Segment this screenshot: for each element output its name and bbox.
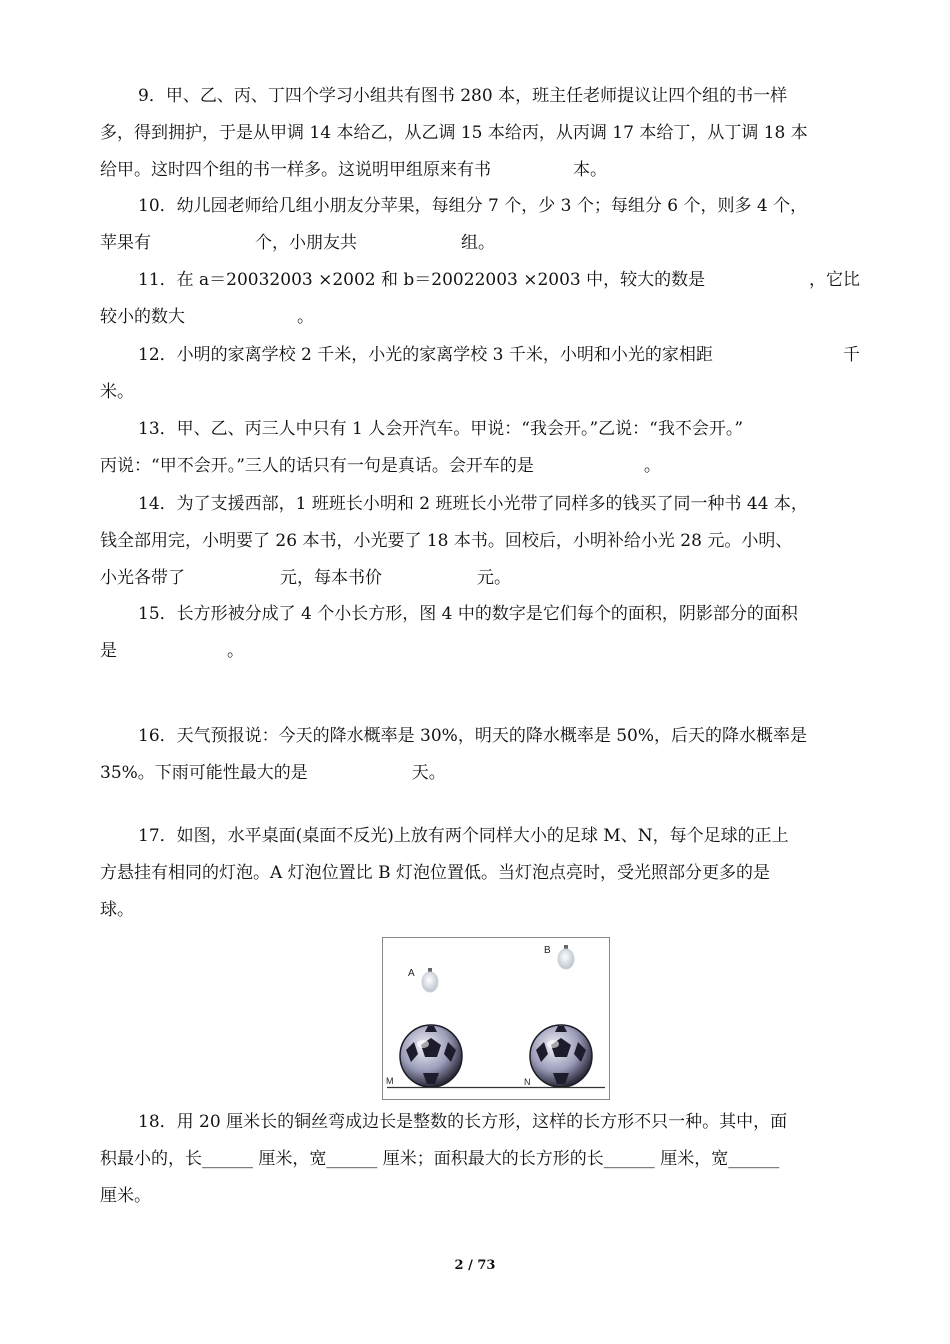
question-11 [100,262,860,336]
question-text: 10．幼儿园老师给几组小朋友分苹果，每组分 7 个，少 3 个；每组分 6 个，则多 4 个， [138,196,808,216]
question-text: 千 [843,345,860,365]
bulb-b-icon [558,945,574,969]
question-text: 。 [297,307,314,327]
question-14 [100,486,860,597]
question-text: 方悬挂有相同的灯泡。A 灯泡位置比 B 灯泡位置低。当灯泡点亮时，受光照部分更多的是 [100,863,770,883]
question-text: 9．甲、乙、丙、丁四个学习小组共有图书 280 本，班主任老师提议让四个组的书一样 [138,86,788,106]
question-text: 是 [100,641,117,661]
question-text: 。 [227,641,244,661]
bulb-b-label: B [544,945,551,956]
question-text: 给甲。这时四个组的书一样多。这说明甲组原来有书 [100,160,491,180]
question-text: 元。 [477,568,511,588]
question-text: 17．如图，水平桌面(桌面不反光)上放有两个同样大小的足球 M、N，每个足球的正上 [138,826,789,846]
question-text: 12．小明的家离学校 2 千米，小光的家离学校 3 千米，小明和小光的家相距 [138,345,713,365]
question-text: 米。 [100,382,134,402]
question-text: 组。 [461,233,495,253]
question-text: 本。 [573,160,607,180]
question-text: 钱全部用完，小明要了 26 本书，小光要了 18 本书。回校后，小明补给小光 28 元。小明、 [100,531,793,551]
soccer-ball-figure [382,937,610,1100]
question-text: 。 [643,456,661,476]
question-12 [100,337,860,411]
question-text: 14．为了支援西部，1 班班长小明和 2 班班长小光带了同样多的钱买了同一种书 44 本， [138,494,808,514]
bulb-a-icon [422,968,438,992]
question-text: 天。 [411,763,446,783]
question-text: 较小的数大 [100,307,185,327]
question-text: ，它比 [809,270,860,290]
question-15 [100,596,860,670]
question-text: 苹果有 [100,233,151,253]
question-18 [100,1104,860,1215]
question-text: 15．长方形被分成了 4 个小长方形，图 4 中的数字是它们每个的面积，阴影部分的面积 [138,604,798,624]
question-text: 丙说：“甲不会开。”三人的话只有一句是真话。会开车的是 [100,456,534,476]
question-text: 35%。下雨可能性最大的是 [100,763,308,783]
ball-n-label: N [524,1077,531,1087]
question-text: 元，每本书价 [280,568,382,588]
question-text: 球。 [100,900,134,920]
question-13 [100,411,860,485]
question-10 [100,188,860,262]
bulb-a-label: A [408,968,415,979]
question-9 [100,78,860,189]
question-text: 13．甲、乙、丙三人中只有 1 人会开汽车。甲说：“我会开。”乙说：“我不会开。” [138,419,744,439]
question-text: 小光各带了 [100,568,185,588]
soccer-ball-m-icon [400,1025,462,1087]
page-number: 2 / 73 [454,1258,496,1273]
ball-m-label: M [386,1076,394,1086]
question-text: 多，得到拥护，于是从甲调 14 本给乙，从乙调 15 本给丙，从丙调 17 本给丁，从丁调 18 本 [100,123,808,143]
question-text: 11．在 a＝20032003 ×2002 和 b＝20022003 ×2003 中，较大的数是 [138,270,706,290]
question-text: 个，小朋友共 [255,233,357,253]
question-text: 厘米。 [100,1186,151,1206]
soccer-ball-n-icon [530,1025,592,1087]
question-text: 16．天气预报说：今天的降水概率是 30%，明天的降水概率是 50%，后天的降水概率是 [138,726,808,746]
question-17 [100,818,860,929]
question-text: 18．用 20 厘米长的铜丝弯成边长是整数的长方形，这样的长方形不只一种。其中，面 [138,1112,788,1132]
question-text: 积最小的，长______ 厘米，宽______ 厘米；面积最大的长方形的长______ 厘米，宽______ [100,1149,780,1169]
question-16 [100,718,860,792]
